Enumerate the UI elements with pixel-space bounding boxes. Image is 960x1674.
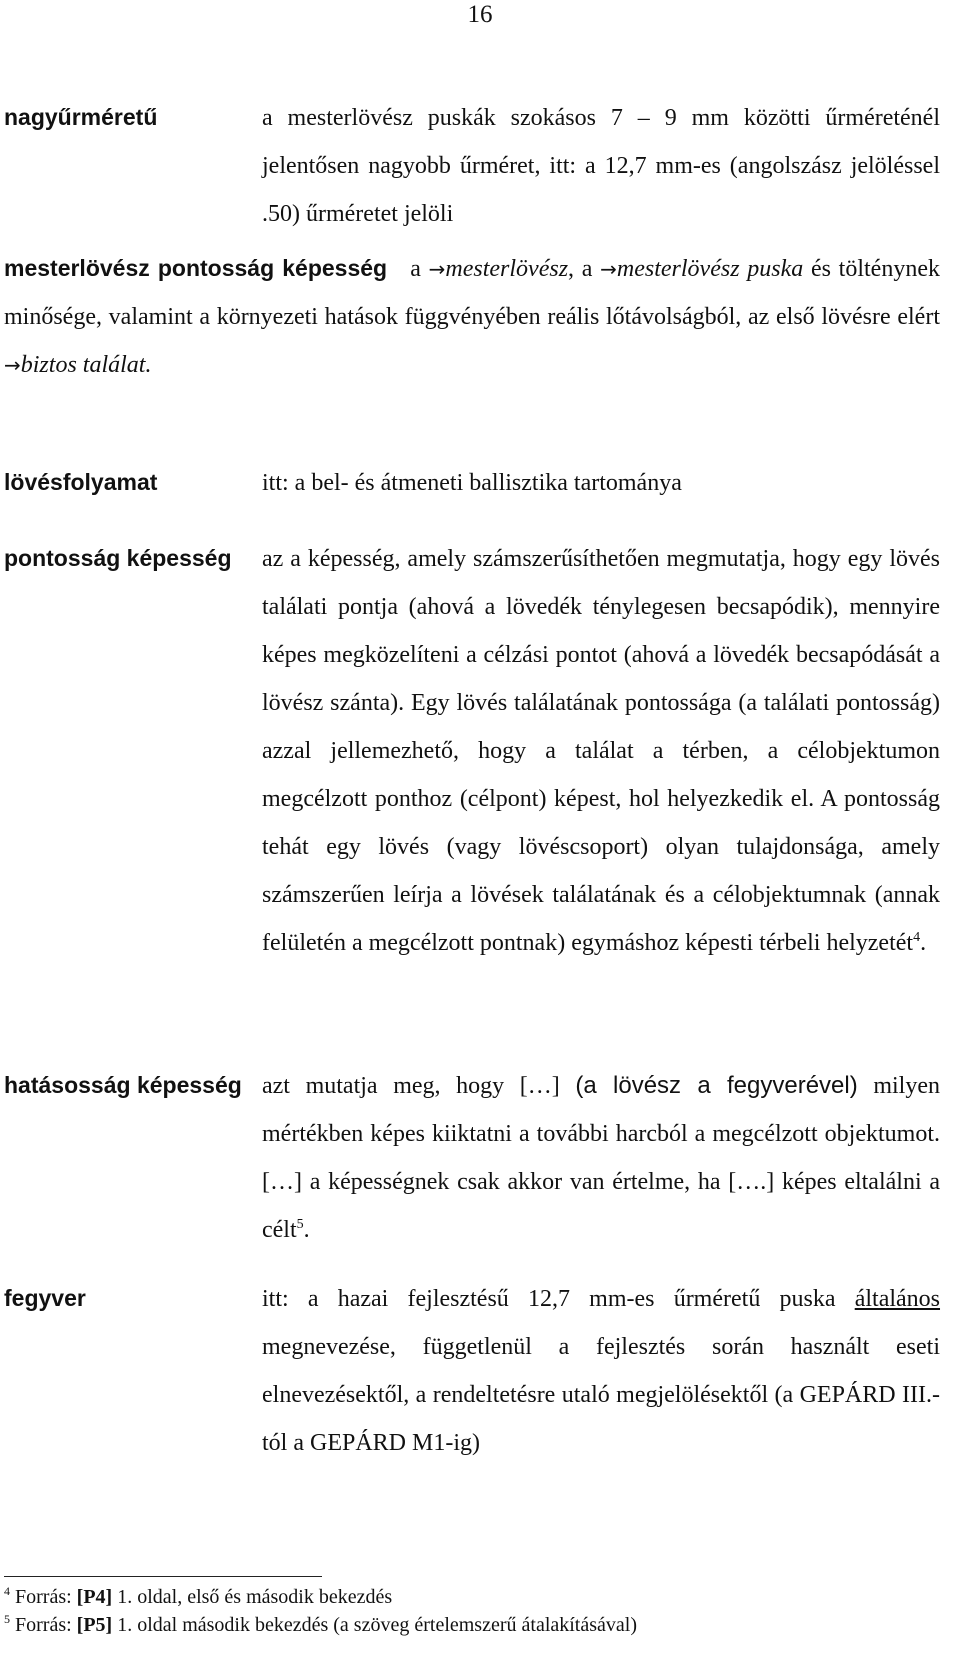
- glossary-term: lövésfolyamat: [4, 469, 158, 495]
- page-number: 16: [467, 1, 493, 28]
- glossary-entry: mesterlövész pontosság képesség a →mesterlövész, a →mesterlövész puska és tölténynek minősége, valamint a környezeti hatások függvényében reális lőtávolságból, az első lövésre elért →biztos találat.: [4, 255, 940, 378]
- crossref-link: biztos találat.: [20, 352, 152, 378]
- footnote-number: 4: [4, 1584, 10, 1598]
- footnote: $^4$ Forrás: [P4] 1. oldal, első és második bekezdés: [4, 1584, 393, 1608]
- glossary-definition: itt: a bel- és átmeneti ballisztika tartománya: [262, 470, 682, 496]
- glossary-term: pontosság képesség: [4, 545, 232, 571]
- inline-note: (a lövész a fegyverével): [575, 1072, 858, 1099]
- footnote-ref[interactable]: 4: [913, 930, 921, 945]
- footnote-divider: [4, 1576, 322, 1577]
- footnote-number: 5: [4, 1612, 10, 1626]
- arrow-icon: →: [4, 353, 21, 377]
- glossary-definition: itt: a hazai fejlesztésű 12,7 mm-es űrméretű puska általános megnevezése, függetlenül a fejlesztés során használt eseti elnevezésektől, a rendeltetésre utaló megjelölésektől (a GEPÁRD III.-tól a GEPÁRD M1-ig): [262, 1286, 941, 1456]
- glossary-term: mesterlövész pontosság képesség: [4, 255, 388, 281]
- glossary-definition: azt mutatja meg, hogy […] (a lövész a fegyverével) milyen mértékben képes kiiktatni a további harcból a megcélzott objektumot. […] a képességnek csak akkor van értelme, ha [….] képes eltalálni a célt$^5$.: [262, 1072, 940, 1243]
- footnote: $^5$ Forrás: [P5] 1. oldal második bekezdés (a szöveg értelemszerű átalakításával): [4, 1612, 637, 1636]
- crossref-link: mesterlövész puska: [616, 256, 804, 282]
- glossary-term: nagyűrméretű: [4, 104, 158, 130]
- glossary-definition: a mesterlövész puskák szokásos 7 – 9 mm közötti űrméreténél jelentősen nagyobb űrméret, itt: a 12,7 mm-es (angolszász jelöléssel .50) űrméretet jelöli: [262, 105, 940, 227]
- glossary-term: hatásosság képesség: [4, 1072, 242, 1098]
- arrow-icon: →: [428, 257, 446, 281]
- crossref-link: mesterlövész: [445, 256, 569, 282]
- glossary-definition: az a képesség, amely számszerűsíthetően megmutatja, hogy egy lövés találati pontja (ahová a lövedék ténylegesen becsapódik), mennyire képes megközelíteni a célzási pontot (ahová a lövedék becsapódását a lövész szánta). Egy lövés találatának pontossága (a találati pontosság) azzal jellemezhető, hogy a találat a térben, a célobjektumon megcélzott ponthoz (célpont) képest, hol helyezkedik el. A pontosság tehát egy lövés (vagy lövéscsoport) olyan tulajdonsága, amely számszerűen leírja a lövések találatának és a célobjektumnak (annak felületén a megcélzott pontnak) egymáshoz képesti térbeli helyzetét$^4$.: [262, 546, 940, 956]
- arrow-icon: →: [600, 257, 617, 281]
- footnote-ref[interactable]: 5: [296, 1217, 304, 1232]
- glossary-term: fegyver: [4, 1285, 86, 1311]
